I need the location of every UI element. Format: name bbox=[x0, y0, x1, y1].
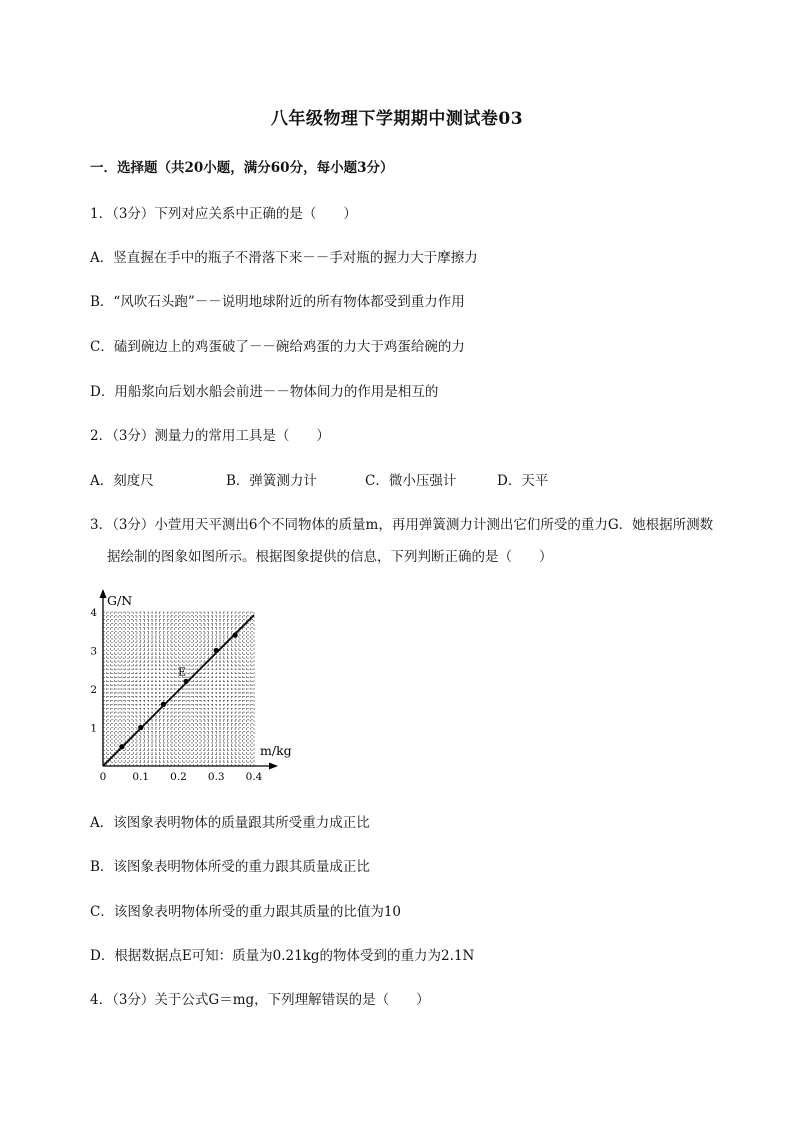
question-4-stem: 4．（3分）关于公式G＝mg，下列理解错误的是（ ） bbox=[90, 992, 430, 1008]
question-3-option-c: C．该图象表明物体所受的重力跟其质量的比值为10 bbox=[90, 904, 402, 920]
x-tick-label: 0.1 bbox=[132, 771, 150, 783]
y-tick-label: 4 bbox=[90, 607, 97, 619]
section-heading: 一．选择题（共20小题，满分60分，每小题3分） bbox=[90, 160, 394, 176]
question-1-option-c: C．磕到碗边上的鸡蛋破了－－碗给鸡蛋的力大于鸡蛋给碗的力 bbox=[90, 339, 465, 355]
question-2-option-d: D．天平 bbox=[497, 473, 549, 489]
data-point bbox=[161, 702, 166, 707]
x-tick-label: 0.4 bbox=[245, 771, 263, 783]
y-axis-label: G/N bbox=[107, 593, 133, 608]
data-point bbox=[119, 744, 124, 749]
y-tick-label: 3 bbox=[90, 645, 97, 658]
question-2-option-c: C．微小压强计 bbox=[365, 473, 457, 489]
data-point bbox=[233, 633, 238, 638]
y-axis-arrow bbox=[100, 589, 107, 598]
x-axis-arrow bbox=[269, 763, 278, 770]
data-point bbox=[183, 679, 188, 684]
question-3-option-a: A．该图象表明物体的质量跟其所受重力成正比 bbox=[90, 815, 370, 831]
mass-weight-chart bbox=[88, 585, 308, 785]
data-point-label: E bbox=[178, 665, 187, 679]
question-1-option-d: D．用船浆向后划水船会前进－－物体间力的作用是相互的 bbox=[90, 384, 439, 400]
question-2-option-a: A．刻度尺 bbox=[90, 473, 154, 489]
x-tick-label: 0 bbox=[99, 771, 107, 783]
question-3-stem-line2: 据绘制的图象如图所示。根据图象提供的信息，下列判断正确的是（ ） bbox=[107, 549, 553, 565]
y-tick-label: 1 bbox=[90, 722, 97, 735]
question-2-option-b: B．弹簧测力计 bbox=[226, 473, 317, 489]
question-2-stem: 2．（3分）测量力的常用工具是（ ） bbox=[90, 428, 330, 444]
question-1-option-b: B．“风吹石头跑”－－说明地球附近的所有物体都受到重力作用 bbox=[90, 294, 465, 310]
page-title: 八年级物理下学期期中测试卷03 bbox=[270, 109, 524, 129]
x-tick-label: 0.3 bbox=[207, 771, 225, 783]
question-1-option-a: A．竖直握在手中的瓶子不滑落下来－－手对瓶的握力大于摩擦力 bbox=[90, 250, 478, 266]
question-3-option-b: B．该图象表明物体所受的重力跟其质量成正比 bbox=[90, 859, 370, 875]
x-tick-label: 0.2 bbox=[170, 771, 187, 783]
data-point bbox=[214, 648, 219, 653]
question-1-stem: 1．（3分）下列对应关系中正确的是（ ） bbox=[90, 206, 357, 222]
y-tick-label: 2 bbox=[90, 684, 97, 696]
question-3-option-d: D．根据数据点E可知：质量为0.21kg的物体受到的重力为2.1N bbox=[90, 948, 475, 964]
question-3-stem-line1: 3．（3分）小萱用天平测出6个不同物体的质量m，再用弹簧测力计测出它们所受的重力G．她根据所测数 bbox=[90, 517, 714, 533]
x-axis-label: m/kg bbox=[260, 743, 292, 758]
data-point bbox=[138, 725, 143, 730]
